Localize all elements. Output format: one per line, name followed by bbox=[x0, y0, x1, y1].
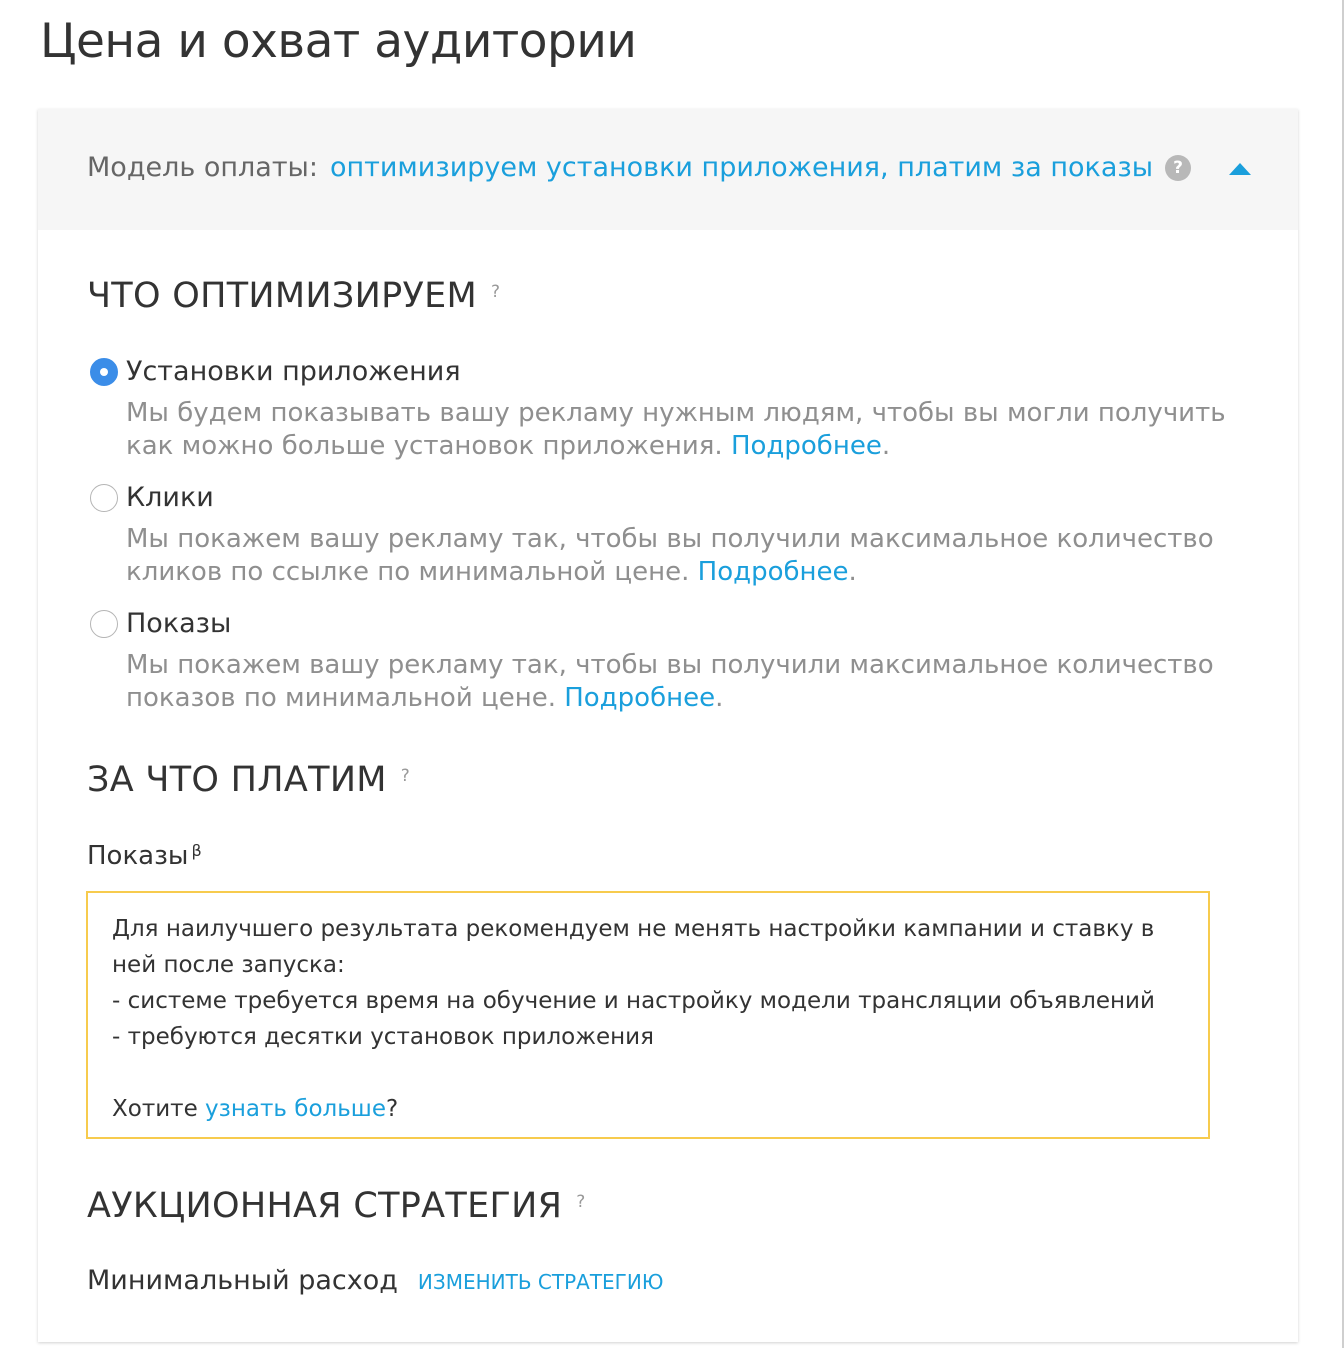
radio-row[interactable] bbox=[90, 482, 1270, 513]
more-link[interactable]: Подробнее bbox=[697, 557, 849, 587]
notice-bullet: - требуются десятки установок приложения bbox=[112, 1024, 654, 1050]
strategy-heading-text: АУКЦИОННАЯ СТРАТЕГИЯ bbox=[87, 1186, 563, 1226]
option-description bbox=[126, 523, 1246, 589]
notice-spacer bbox=[112, 1055, 1184, 1091]
notice-question-prefix: Хотите bbox=[112, 1096, 206, 1122]
option-label[interactable]: Клики bbox=[126, 482, 214, 513]
beta-badge: β bbox=[191, 841, 202, 860]
optimize-heading-text: ЧТО ОПТИМИЗИРУЕМ bbox=[87, 276, 478, 316]
more-link[interactable]: Подробнее bbox=[730, 431, 882, 461]
optimize-option-clicks[interactable] bbox=[90, 482, 1270, 589]
notice-bullet: - системе требуется время на обучение и настройку модели трансляции объявлений bbox=[112, 988, 1155, 1014]
payment-model-label: Модель оплаты: bbox=[87, 152, 318, 183]
pay-item bbox=[87, 841, 202, 871]
price-reach-card bbox=[38, 109, 1298, 1342]
notice-question bbox=[112, 1091, 1184, 1127]
radio-row[interactable] bbox=[90, 608, 1270, 639]
strategy-heading bbox=[87, 1186, 586, 1226]
option-description-end: . bbox=[848, 557, 857, 587]
radio-row[interactable] bbox=[90, 356, 1270, 387]
strategy-name: Минимальный расход bbox=[87, 1265, 398, 1296]
option-description bbox=[126, 649, 1246, 715]
payment-model-value[interactable]: оптимизируем установки приложения, платим за показы bbox=[329, 152, 1154, 183]
help-icon[interactable]: ? bbox=[400, 766, 411, 786]
help-icon[interactable]: ? bbox=[1165, 155, 1191, 181]
radio-button-checked[interactable] bbox=[90, 358, 118, 386]
triangle-up-icon[interactable] bbox=[1229, 163, 1251, 175]
strategy-row bbox=[87, 1265, 663, 1296]
option-description-text: Мы будем показывать вашу рекламу нужным людям, чтобы вы могли получить как можно больше установок приложения. bbox=[126, 398, 1226, 461]
help-icon[interactable]: ? bbox=[491, 282, 501, 302]
payment-model bbox=[87, 152, 1191, 183]
page-title: Цена и охват аудитории bbox=[40, 14, 637, 69]
notice-question-suffix: ? bbox=[386, 1096, 399, 1122]
optimize-heading bbox=[87, 276, 500, 316]
optimize-option-installs[interactable] bbox=[90, 356, 1270, 463]
learn-more-link[interactable]: узнать больше bbox=[205, 1096, 386, 1122]
help-icon[interactable]: ? bbox=[576, 1192, 586, 1212]
radio-button[interactable] bbox=[90, 484, 118, 512]
option-description bbox=[126, 397, 1246, 463]
optimize-option-impressions[interactable] bbox=[90, 608, 1270, 715]
option-description-text: Мы покажем вашу рекламу так, чтобы вы получили максимальное количество показов по минимальной цене. bbox=[126, 650, 1214, 713]
pay-item-label: Показы bbox=[87, 841, 189, 871]
more-link[interactable]: Подробнее bbox=[564, 683, 716, 713]
option-label[interactable]: Показы bbox=[126, 608, 232, 639]
change-strategy-link[interactable]: ИЗМЕНИТЬ СТРАТЕГИЮ bbox=[417, 1270, 664, 1294]
option-label[interactable]: Установки приложения bbox=[126, 356, 461, 387]
option-description-text: Мы покажем вашу рекламу так, чтобы вы получили максимальное количество кликов по ссылке по минимальной цене. bbox=[126, 524, 1214, 587]
notice-text: Для наилучшего результата рекомендуем не менять настройки кампании и ставку в ней после запуска: bbox=[112, 916, 1155, 978]
option-description-end: . bbox=[881, 431, 891, 461]
recommendation-notice bbox=[86, 891, 1210, 1139]
radio-button[interactable] bbox=[90, 610, 118, 638]
pay-heading bbox=[87, 760, 410, 800]
payment-model-header[interactable] bbox=[38, 109, 1298, 230]
pay-heading-text: ЗА ЧТО ПЛАТИМ bbox=[87, 760, 387, 800]
option-description-end: . bbox=[715, 683, 724, 713]
